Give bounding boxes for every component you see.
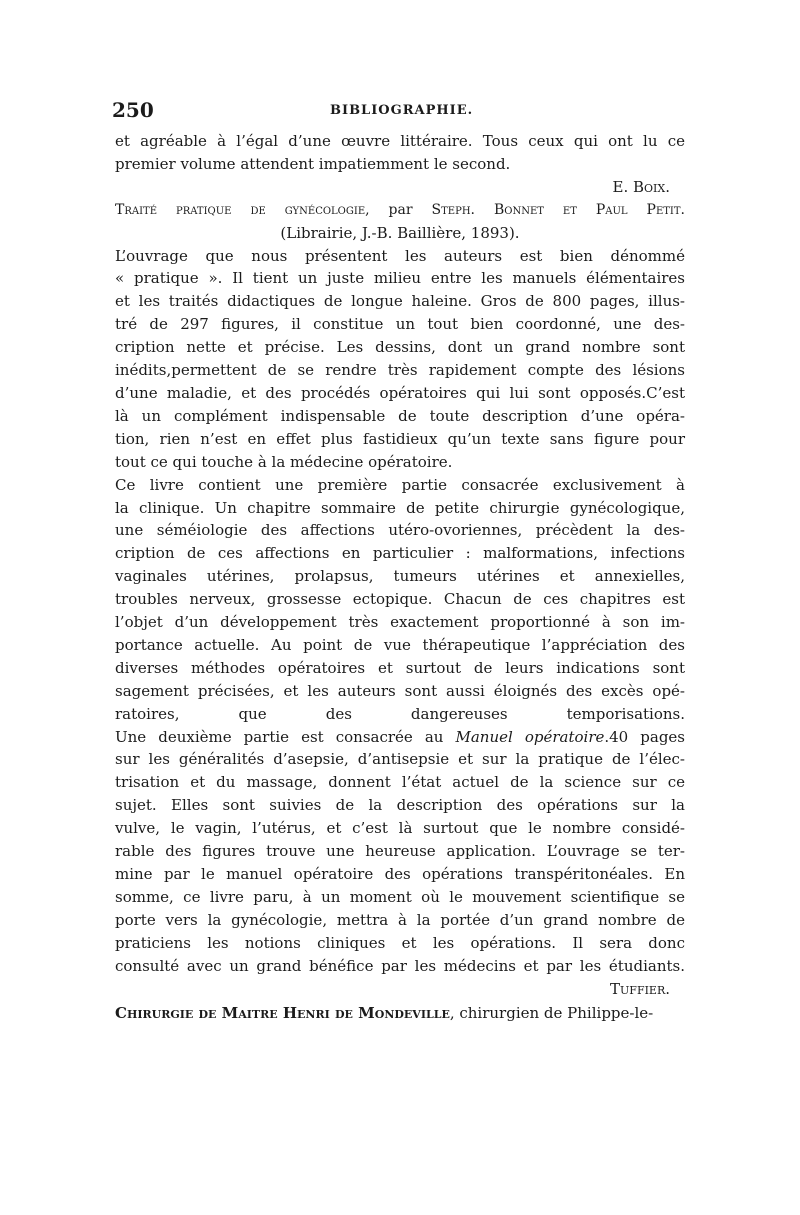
text-line: L’ouvrage que nous présentent les auteurs est bien dénommé [115,246,685,265]
text-line: l’objet d’un développement très exactement proportionné à son im- [115,613,685,632]
text-line: diverses méthodes opératoires et surtout de leurs indications sont [115,658,685,677]
running-head: BIBLIOGRAPHIE. [330,103,474,118]
text-line: consulté avec un grand bénéfice par les médecins et par les étudiants. [115,956,685,975]
next-review-heading: Chirurgie de Maitre Henri de Mondeville, chirurgien de Philippe-le- [115,1004,654,1023]
page-body [115,130,685,1025]
text-line: sujet. Elles sont suivies de la description des opérations sur la [115,796,685,815]
text-line: premier volume attendent impatiemment le second. [115,154,511,173]
text-line: portance actuelle. Au point de vue thérapeutique l’appréciation des [115,635,685,654]
text-line: tout ce qui touche à la médecine opératoire. [115,452,453,471]
signature: Tuffier. [610,979,670,998]
text-line: vulve, le vagin, l’utérus, et c’est là surtout que le nombre considé- [115,819,685,838]
text-line: la clinique. Un chapitre sommaire de petite chirurgie gynécologique, [115,498,685,517]
text-line: sur les généralités d’asepsie, d’antisepsie et sur la pratique de l’élec- [115,750,685,769]
review-heading: Traité pratique de gynécologie, par Steph. Bonnet et Paul Petit. [115,201,685,218]
text-line: mine par le manuel opératoire des opérations transpéritonéales. En [115,865,685,883]
text-line: « pratique ». Il tient un juste milieu entre les manuels élémentaires [115,269,685,288]
text-line: une séméiologie des affections utéro-ovoriennes, précèdent la des- [115,521,685,540]
text-line: somme, ce livre paru, à un moment où le mouvement scientifique se [115,887,685,906]
text-line: cription nette et précise. Les dessins, dont un grand nombre sont [115,338,685,357]
text-line: vaginales utérines, prolapsus, tumeurs utérines et annexielles, [115,567,685,586]
text-line: ratoires, que des dangereuses temporisations. [115,704,685,723]
text-line: et agréable à l’égal d’une œuvre littéraire. Tous ceux qui ont lu ce [115,132,685,150]
text-line: et les traités didactiques de longue haleine. Gros de 800 pages, illus- [115,292,685,311]
text-line: là un complément indispensable de toute description d’une opéra- [115,406,685,425]
text-line: d’une maladie, et des procédés opératoires qui lui sont opposés.C’est [115,383,685,402]
text-line: tion, rien n’est en effet plus fastidieux qu’un texte sans figure pour [115,429,685,448]
text-line: cription de ces affections en particulier : malformations, infections [115,544,685,563]
text-line: porte vers la gynécologie, mettra à la portée d’un grand nombre de [115,910,685,929]
text-line: Ce livre contient une première partie consacrée exclusivement à [115,475,685,494]
publisher-line: (Librairie, J.-B. Baillière, 1893). [280,223,520,242]
text-line: tré de 297 figures, il constitue un tout bien coordonné, une des- [115,315,685,334]
signature: E. Boix. [612,177,670,196]
text-line: inédits,permettent de se rendre très rapidement compte des lésions [115,361,685,380]
page-number: 250 [112,98,154,122]
text-line: troubles nerveux, grossesse ectopique. Chacun de ces chapitres est [115,590,685,609]
text-line: praticiens les notions cliniques et les opérations. Il sera donc [115,933,685,952]
text-line: sagement précisées, et les auteurs sont aussi éloignés des excès opé- [115,681,685,700]
text-line: rable des figures trouve une heureuse application. L’ouvrage se ter- [115,842,685,861]
text-line: trisation et du massage, donnent l’état actuel de la science sur ce [115,773,685,792]
text-line: Une deuxième partie est consacrée au Manuel opératoire.40 pages [115,727,685,746]
